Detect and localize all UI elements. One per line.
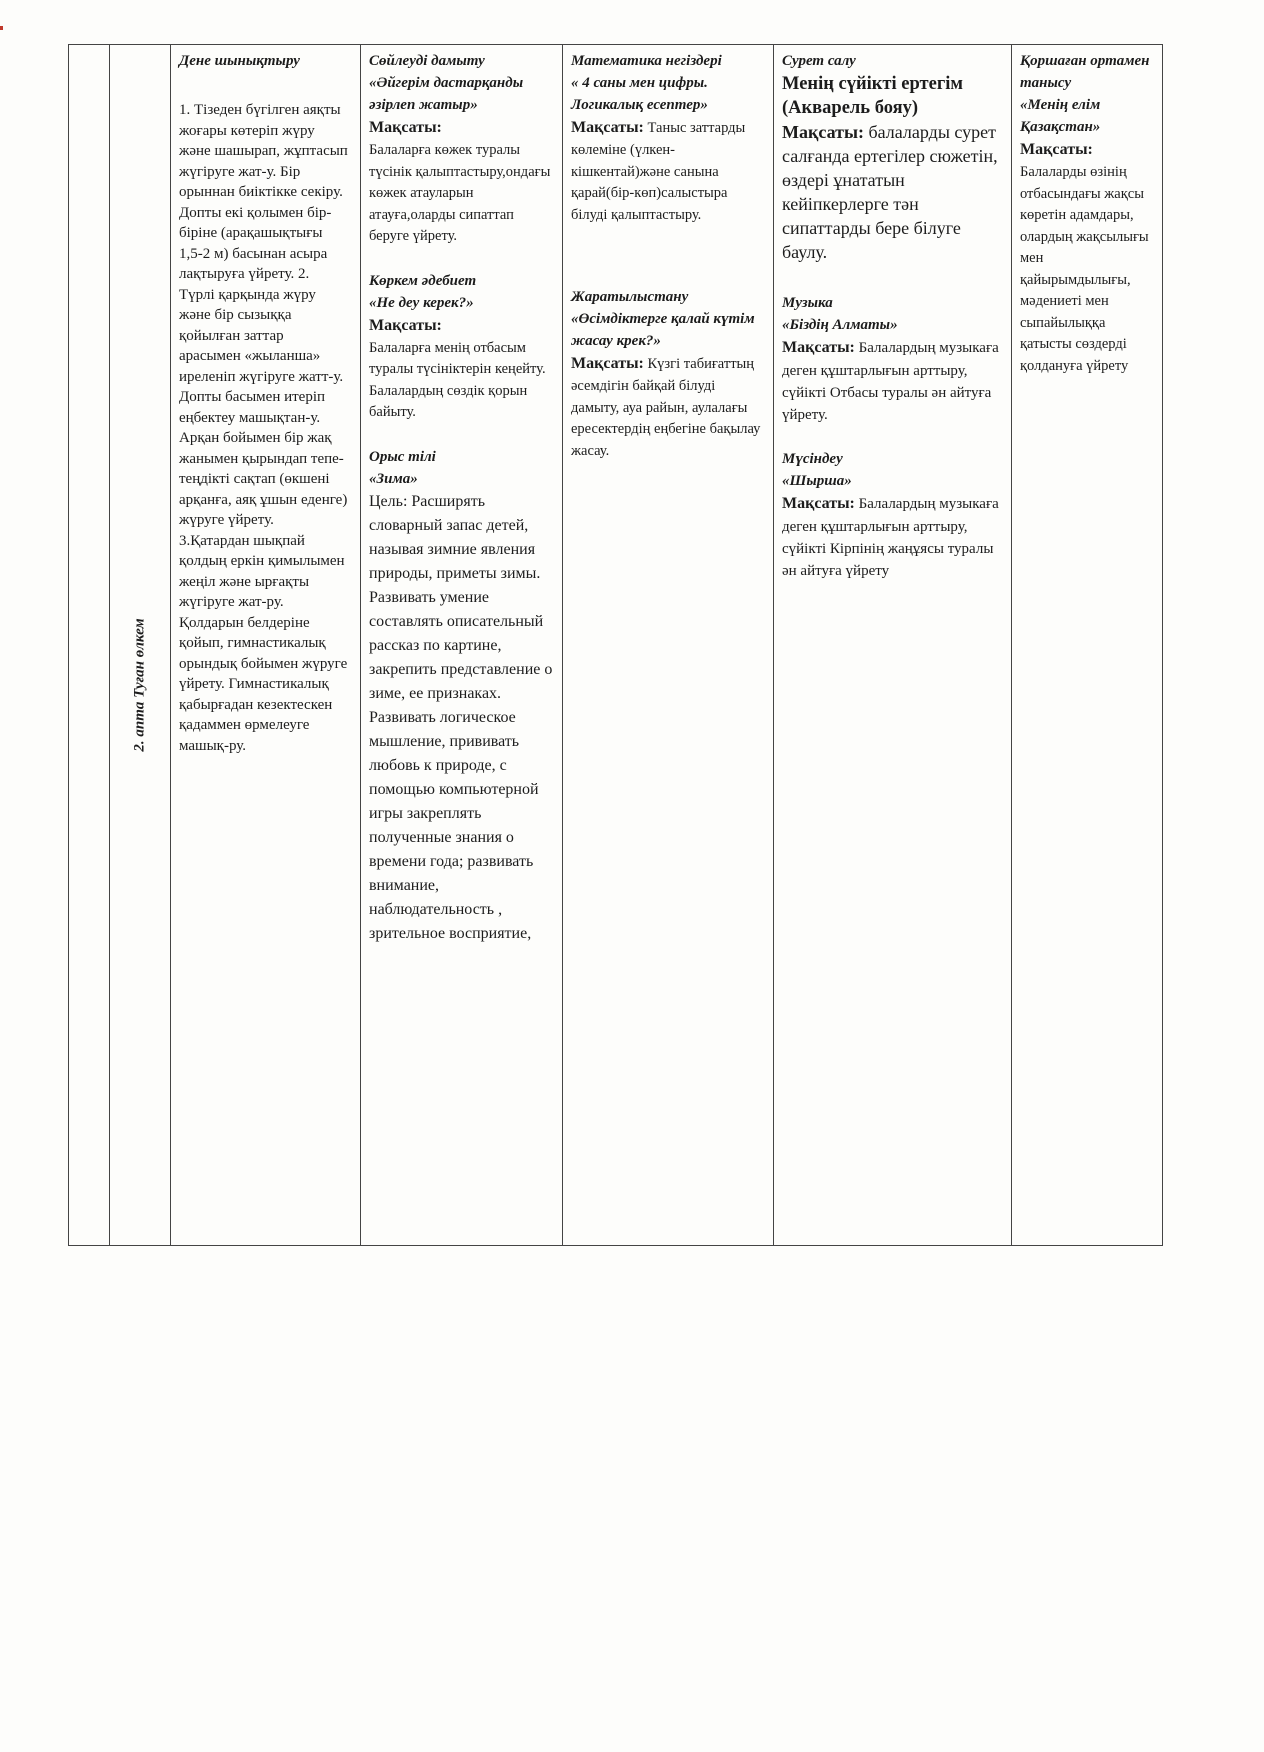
week-label: 2. апта Туған өлкем (131, 618, 148, 752)
goal-text: балаларды сурет салғанда ертегілер сюжетін, өздері ұнататын кейіпкерлерге тән сипаттарды бере білуге баулу. (782, 122, 998, 262)
subject-title: Сөйлеуді дамыту (369, 53, 485, 69)
subject-title: Математика негіздері (571, 53, 722, 69)
goal-label: Мақсаты: (782, 339, 855, 356)
goal-text: Балаларға менің отбасым туралы түсініктерін кеңейту. Балалардың сөздік қорын байыту. (369, 339, 546, 420)
lesson-topic: «Менің елім Қазақстан» (1020, 97, 1101, 135)
page-edge-mark (0, 26, 3, 30)
lesson-topic: « 4 саны мен цифры. Логикалық есептер» (571, 75, 708, 113)
physical-education-text: 1. Тізеден бүгілген аяқты жоғары көтеріп жүру және шашырап, жұптасып жүгіруге жат-у. Бір орыннан биіктікке секіру. Допты екі қолымен бір-біріне (арақашықтығы 1,5-2 м) басынан асыра лақтыруға үйрету. 2. Түрлі қарқында жүру және бір сызыққа қойылған заттар арасымен «жыланша» иреленіп жүгіруге жатт-у. Допты басымен итеріп еңбектеу машықтан-у. Арқан бойымен бір жақ жанымен қырындап тепе-теңдікті сақтап (өкшені арқанға, аяқ ұшын еденге) жүруге үйрету. 3.Қатардан шықпай қолдың еркін қимылымен жеңіл және ырғақты жүгіруге жат-ру. Қолдарын белдеріне қойып, гимнастикалық орындық бойымен жүруге үйрету. Гимнастикалық қабырғадан кезектескен қадаммен өрмелеуге машық-ру. (179, 102, 348, 754)
goal-label: Мақсаты: (369, 316, 442, 334)
goal-text: Балалардың музыкаға деген құштарлығын арттыру, сүйікті Отбасы туралы ән айтуға үйрету. (782, 340, 999, 423)
russian-goal-text: Цель: Расширять словарный запас детей, называя зимние явления природы, приметы зимы. Развивать умение составлять описательный рассказ по картине, закрепить представление о зиме, ее признаках. Развивать логическое мышление, прививать любовь к природе, с помощью компьютерной игры закреплять полученные знания о времени года; развивать внимание, наблюдательность , зрительное восприятие, (369, 492, 553, 942)
table-row (69, 45, 1163, 1246)
blank-column (69, 45, 110, 1246)
goal-text: Таныс заттарды көлеміне (үлкен-кішкентай)және санына қарай(бір-көп)салыстыра білуді қалыптастыру. (571, 120, 746, 223)
goal-label: Мақсаты: (782, 122, 864, 142)
goal-label: Мақсаты: (571, 355, 644, 372)
subject-title: Музыка (782, 295, 833, 311)
goal-label: Мақсаты: (782, 495, 855, 512)
physical-education-cell (171, 45, 361, 1246)
speech-cell (361, 45, 563, 1246)
subject-title: Орыс тілі (369, 448, 436, 465)
goal-text: Күзгі табиғаттың әсемдігін байқай білуді дамыту, ауа райын, аулалағы ересектердің еңбегіне бақылау жасау. (571, 356, 761, 459)
environment-cell (1012, 45, 1163, 1246)
goal-label: Мақсаты: (369, 119, 442, 136)
goal-text: Балаларды өзінің отбасындағы жақсы көретін адамдары, олардың жақсылығы мен қайырымдылығы, мәдениеті мен сыпайылыққа қатысты сөздерді қолдануға үйрету (1020, 164, 1149, 374)
lesson-topic: «Шырша» (782, 473, 852, 489)
goal-text: Балалардың музыкаға деген құштарлығын арттыру, сүйікті Кірпінің жаңұясы туралы ән айтуға үйрету (782, 496, 999, 579)
lesson-topic: «Зима» (369, 470, 418, 487)
subject-title: Сурет салу (782, 53, 856, 69)
subject-title: Жаратылыстану (571, 289, 689, 305)
lesson-topic: «Біздің Алматы» (782, 317, 898, 333)
subject-title: Қоршаған ортамен танысу (1020, 53, 1150, 91)
week-column (110, 45, 171, 1246)
lesson-topic: «Не деу керек?» (369, 294, 474, 311)
math-nature-cell (563, 45, 774, 1246)
goal-label: Мақсаты: (571, 119, 644, 136)
subject-title: Дене шынықтыру (179, 53, 300, 69)
goal-label: Мақсаты: (1020, 141, 1093, 158)
lesson-topic: Менің сүйікті ертегім (Акварель бояу) (782, 74, 963, 118)
lesson-topic: «Әйгерім дастарқанды әзірлеп жатыр» (369, 75, 524, 113)
lesson-plan-table (68, 44, 1163, 1246)
lesson-topic: «Өсімдіктерге қалай күтім жасау крек?» (571, 311, 755, 349)
subject-title: Көркем әдебиет (369, 272, 477, 289)
art-music-cell (774, 45, 1012, 1246)
goal-text: Балаларға көжек туралы түсінік қалыптастыру,ондағы көжек атауларын атауға,оларды сипаттап беруге үйрету. (369, 142, 551, 244)
subject-title: Мүсіндеу (782, 451, 843, 467)
